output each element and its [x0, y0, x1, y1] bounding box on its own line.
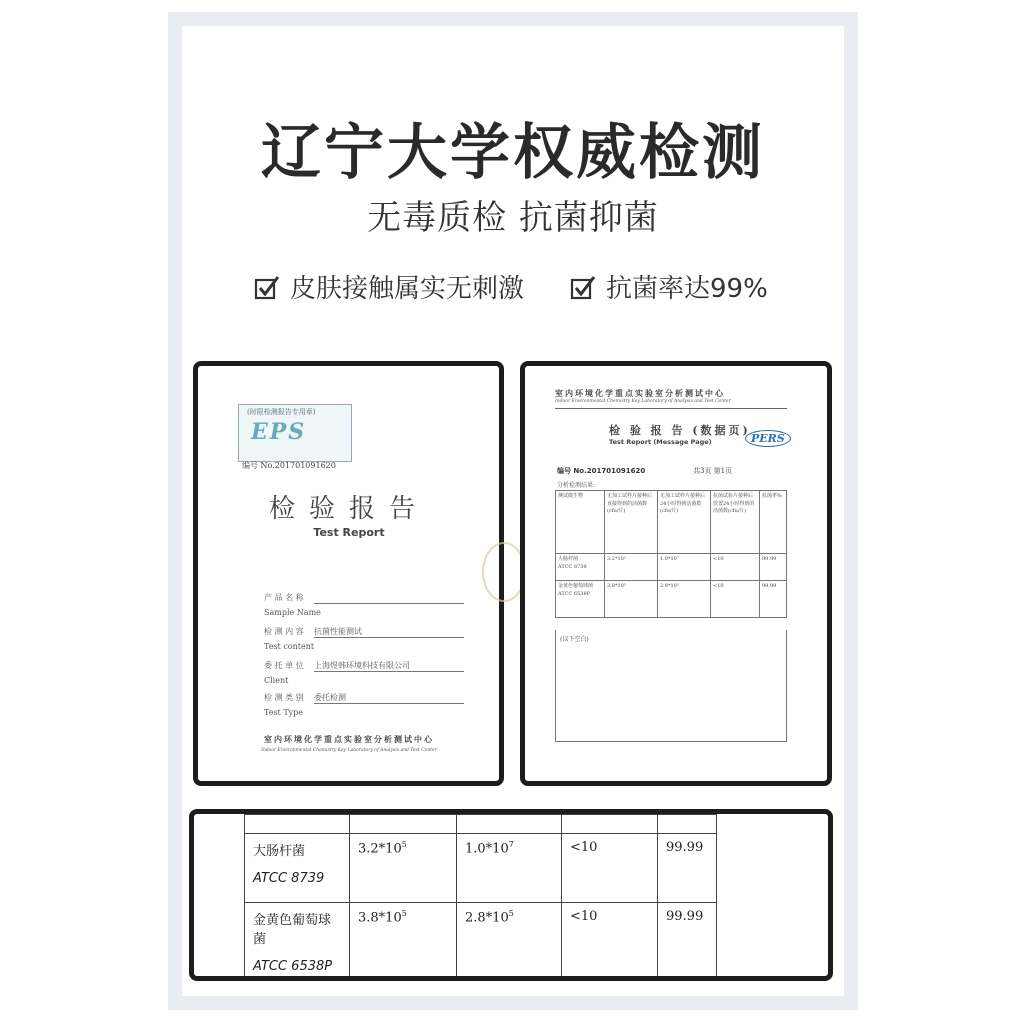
result-label: 分析检测结果: [557, 482, 596, 489]
lab-name-en: Indoor Environmental Chemistry Key Laboratory of Analysis and Test Center [555, 399, 731, 404]
field-label-cn: 检 测 类 别 [264, 693, 304, 702]
table-cell [562, 815, 658, 834]
table-cell [457, 834, 562, 903]
lab-stamp [238, 404, 352, 462]
lab-logo: PERS [745, 430, 791, 447]
table-cell [658, 815, 717, 834]
field-label-cn: 检 测 内 容 [264, 627, 304, 636]
value-base: 1.0*10 [465, 841, 509, 857]
table-header-cell: 测试微生物 [556, 491, 605, 554]
field-label-en: Test Type [264, 708, 304, 717]
stamp-text: (时限检测报告专用章) [247, 408, 316, 416]
organism-name: 金黄色葡萄球菌 [253, 913, 332, 947]
table-cell [556, 554, 605, 581]
field-label-en: Client [264, 676, 289, 685]
value-exponent: 5 [401, 909, 407, 918]
strain-id: ATCC 6538P [558, 590, 591, 597]
feature-label: 抗菌率达99% [606, 274, 768, 304]
data-page-title-en: Test Report (Message Page) [609, 438, 712, 446]
table-cell [350, 834, 457, 903]
lab-name-cn: 室内环境化学重点实验室分析测试中心 [264, 734, 434, 744]
table-row [245, 903, 717, 981]
table-row [245, 815, 717, 834]
value-base: 3.2*10 [358, 841, 402, 857]
strain-id: ATCC 8739 [558, 563, 587, 570]
lab-name-en: Indoor Environmental Chemistry Key Laboratory of Analysis and Test Center [261, 748, 437, 753]
report-title-en: Test Report [313, 526, 385, 539]
checkbox-icon [570, 274, 596, 300]
strain-id: ATCC 6538P [253, 959, 333, 974]
zoomed-results-card [189, 809, 833, 981]
field-label-cn: 委 托 单 位 [264, 661, 304, 670]
results-table-small [555, 490, 787, 618]
value-exponent: 5 [401, 840, 407, 849]
table-header-cell: 无加工试样片接种后直接得到的活菌数(cfu/片) [605, 491, 658, 554]
field-value [314, 592, 464, 604]
table-cell: 3.8*10⁵ [605, 581, 658, 618]
feature-item-antibacterial [570, 268, 768, 305]
table-cell [245, 834, 350, 903]
page-title: 辽宁大学权威检测 [261, 118, 765, 188]
table-cell: <10 [562, 834, 658, 903]
table-cell: 99.99 [658, 903, 717, 981]
table-cell [556, 581, 605, 618]
table-cell: <10 [711, 554, 760, 581]
results-table-zoomed [244, 814, 717, 981]
organism-name: 金黄色葡萄球菌 [558, 583, 594, 589]
table-cell [457, 815, 562, 834]
report-number: 编号 No.201701091620 [557, 467, 646, 475]
report-number: 编号 No.201701091620 [242, 461, 336, 470]
stamp-logo: EPS [251, 419, 307, 445]
table-cell [457, 903, 562, 981]
table-cell: 2.8*10⁵ [658, 581, 711, 618]
table-header-row [556, 491, 787, 554]
field-label-en: Sample Name [264, 608, 321, 617]
blank-note: (以下空白) [560, 636, 589, 643]
checkbox-icon [254, 274, 280, 300]
table-header-cell: 抗菌试验片接种后放置24小时得到的活菌数(cfu/片) [711, 491, 760, 554]
table-cell [350, 903, 457, 981]
organism-name: 大肠杆菌 [253, 844, 306, 859]
table-cell: 99.99 [760, 581, 787, 618]
table-cell: <10 [562, 903, 658, 981]
field-value: 上海煜韩环境科技有限公司 [314, 660, 464, 672]
value-base: 2.8*10 [465, 910, 509, 926]
page-indicator: 共3页 第1页 [693, 467, 733, 475]
field-value: 抗菌性能测试 [314, 626, 464, 638]
lab-name-cn: 室内环境化学重点实验室分析测试中心 [555, 388, 725, 398]
report-title-cn: 检验报告 [268, 494, 429, 524]
table-cell: 99.99 [658, 834, 717, 903]
data-page-title-cn: 检 验 报 告 (数据页) [609, 424, 751, 437]
page-subtitle: 无毒质检 抗菌抑菌 [367, 198, 659, 238]
table-cell: <10 [711, 581, 760, 618]
blank-area [555, 630, 787, 742]
report-cover-card [193, 361, 504, 786]
value-exponent: 7 [508, 840, 514, 849]
field-label-cn: 产 品 名 称 [264, 593, 304, 602]
report-data-card [520, 361, 832, 786]
table-row [556, 581, 787, 618]
table-cell: 99.99 [760, 554, 787, 581]
table-row [556, 554, 787, 581]
table-row [245, 834, 717, 903]
organism-name: 大肠杆菌 [558, 556, 579, 562]
table-cell [245, 903, 350, 981]
value-base: 3.8*10 [358, 910, 402, 926]
table-cell [245, 815, 350, 834]
table-cell: 1.0*10⁷ [658, 554, 711, 581]
field-label-en: Test content [264, 642, 315, 651]
table-header-cell: 无加工试样片接种后24小时得到活菌数(cfu/片) [658, 491, 711, 554]
feature-item-skin [254, 268, 524, 305]
value-exponent: 5 [508, 909, 514, 918]
table-header-cell: 抗菌率% [760, 491, 787, 554]
table-cell: 3.2*10⁵ [605, 554, 658, 581]
divider [555, 408, 787, 409]
feature-label: 皮肤接触属实无刺激 [290, 274, 525, 304]
table-cell [350, 815, 457, 834]
field-value: 委托检测 [314, 692, 464, 704]
strain-id: ATCC 8739 [253, 871, 325, 886]
